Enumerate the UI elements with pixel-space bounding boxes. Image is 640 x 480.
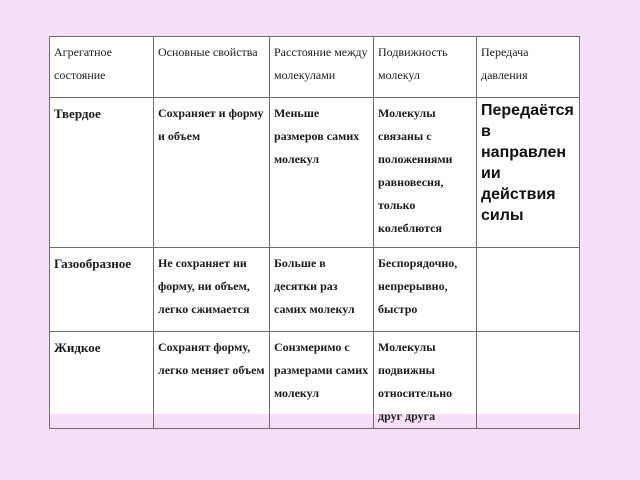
cell-pressure <box>477 332 580 429</box>
states-of-matter-table <box>49 36 580 429</box>
cell-state: Жидкое <box>50 332 154 429</box>
header-properties: Основные свойства <box>154 37 270 98</box>
cell-state: Газообразное <box>50 248 154 332</box>
header-distance: Расстояние между молекулами <box>270 37 374 98</box>
cell-properties: Не сохраняет ни форму, ни объем, легко сжимается <box>154 248 270 332</box>
cell-properties: Сохраняет и форму и объем <box>154 98 270 248</box>
cell-pressure: Передаётся в направлении действия силы <box>477 98 580 248</box>
cell-mobility: Молекулы подвижны относительно друг друга <box>374 332 477 429</box>
cell-properties: Сохранят форму, легко меняет объем <box>154 332 270 429</box>
cell-mobility: Молекулы связаны с положениями равновесня, только колеблются <box>374 98 477 248</box>
cell-pressure <box>477 248 580 332</box>
cell-distance: Больше в десятки раз самих молекул <box>270 248 374 332</box>
properties-table-container <box>49 36 579 423</box>
table-row <box>50 332 580 429</box>
header-pressure: Передача давления <box>477 37 580 98</box>
table-header-row <box>50 37 580 98</box>
cell-state: Твердое <box>50 98 154 248</box>
header-state: Агрегатное состояние <box>50 37 154 98</box>
table-row <box>50 98 580 248</box>
cell-mobility: Беспорядочно, непрерывно, быстро <box>374 248 477 332</box>
table-row <box>50 248 580 332</box>
header-mobility: Подвижность молекул <box>374 37 477 98</box>
cell-distance: Меньше размеров самих молекул <box>270 98 374 248</box>
cell-distance: Сонзмеримо с размерами самих молекул <box>270 332 374 429</box>
